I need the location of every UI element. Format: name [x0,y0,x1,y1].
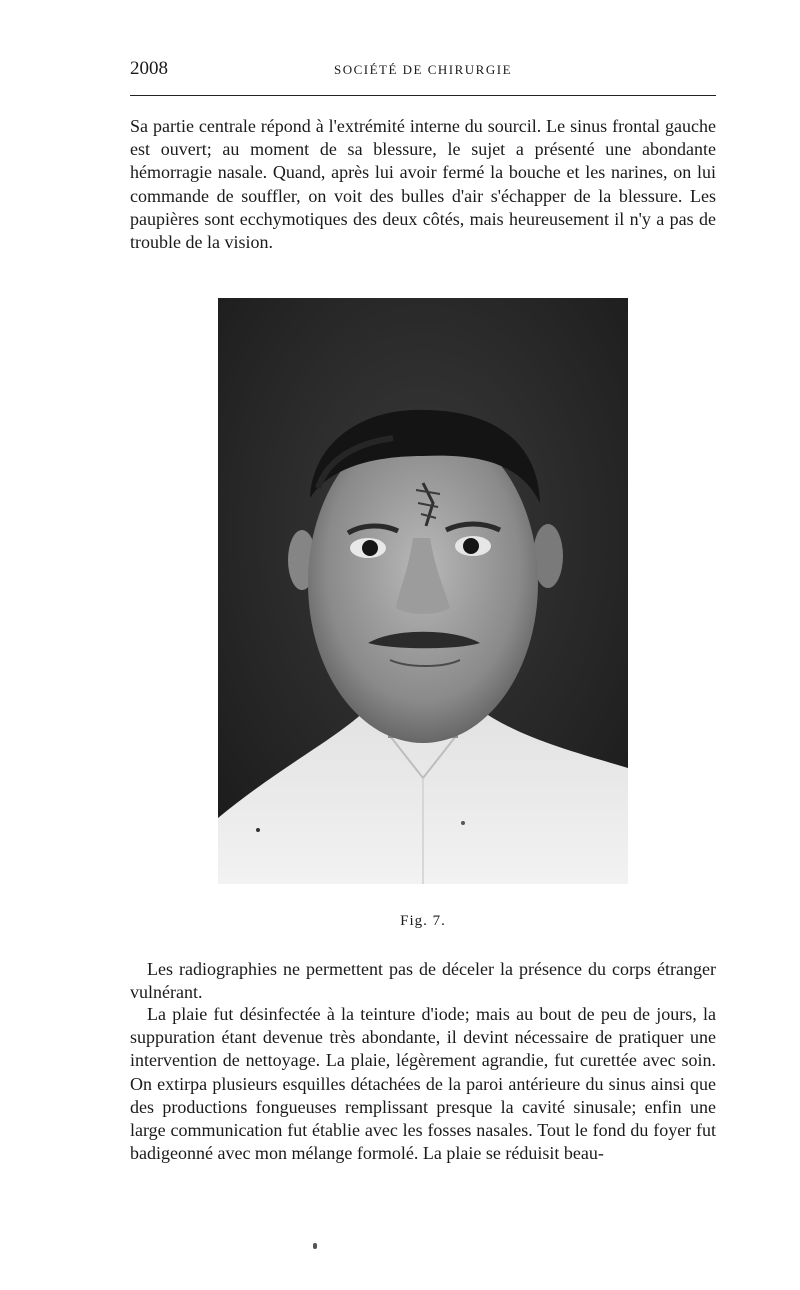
patient-photograph [218,298,628,884]
paragraph-radiographs: Les radiographies ne permettent pas de déceler la présence du corps étranger vulnérant. [130,959,716,1003]
paragraph-wound-description: Sa partie centrale répond à l'extrémité interne du sourcil. Le sinus frontal gauche est ouvert; au moment de sa blessure, le sujet a présenté une abondante hémorragie nasale. Quand, après lui avoir fermé la bouche et les narines, on lui commande de souffler, on voit des bulles d'air s'échapper de la blessure. Les paupières sont ecchymotiques des deux côtés, mais heureusement il n'y a pas de trouble de la vision. [130,116,716,253]
paragraph-treatment: La plaie fut désinfectée à la teinture d'iode; mais au bout de peu de jours, la suppuration étant devenue très abondante, il devint nécessaire de pratiquer une intervention de nettoyage. La plaie, légèrement agrandie, fut curettée avec soin. On extirpa plusieurs esquilles détachées de la paroi antérieure du sinus ainsi que des productions fongueuses remplissant presque la cavité sinusale; enfin une large communication fut établie avec les fosses nasales. Tout le fond du foyer fut badigeonné avec mon mélange formolé. La plaie se réduisit beau- [130,1004,716,1164]
print-speck [313,1243,317,1249]
page-number: 2008 [130,58,168,79]
running-title: SOCIÉTÉ DE CHIRURGIE [333,62,513,77]
figure-caption: Fig. 7. [400,913,446,929]
header-rule [130,95,716,96]
page-header [130,58,716,82]
